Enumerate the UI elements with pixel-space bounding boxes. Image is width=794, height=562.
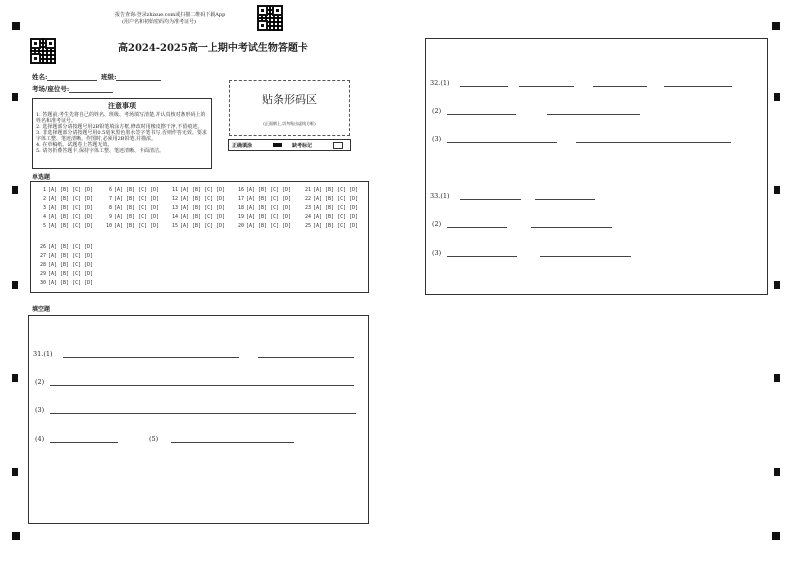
mc-question-number: 30 [39,280,46,286]
barcode-note: (正面朝上,切勿贴出虚线方框) [263,121,316,126]
mc-options[interactable]: [A] [B] [C] [D] [313,214,359,220]
mc-question-number: 27 [39,253,46,259]
timing-mark [12,374,18,382]
mc-options[interactable]: [A] [B] [C] [D] [48,205,94,211]
q32-3-label: (3) [432,135,442,143]
mc-options[interactable]: [A] [B] [C] [D] [180,196,226,202]
mc-options[interactable]: [A] [B] [C] [D] [48,271,94,277]
q31-5-label: (5) [149,435,159,443]
timing-mark [774,374,780,382]
timing-mark [12,468,18,476]
mc-options[interactable]: [A] [B] [C] [D] [48,244,94,250]
mc-question-row[interactable] [36,223,93,229]
seat-field[interactable] [32,84,113,93]
barcode-area [229,80,350,136]
mc-question-row[interactable] [102,214,159,220]
mc-question-number: 11 [171,187,178,193]
mc-options[interactable]: [A] [B] [C] [D] [114,187,160,193]
q31-4-answer-line[interactable] [50,442,118,443]
mc-question-number: 2 [42,196,46,202]
q32-2-label: (2) [432,107,442,115]
mc-question-number: 14 [171,214,178,220]
mc-question-number: 13 [171,205,178,211]
corner-mark-bottom-right [772,532,780,540]
timing-mark [12,281,18,289]
mc-options[interactable]: [A] [B] [C] [D] [114,196,160,202]
q33-1b-line[interactable] [535,199,595,200]
mc-options[interactable]: [A] [B] [C] [D] [246,205,292,211]
timing-mark [774,468,780,476]
mc-question-row[interactable] [168,196,225,202]
mc-question-row[interactable] [36,244,93,250]
class-field[interactable] [101,72,161,81]
mc-options[interactable]: [A] [B] [C] [D] [246,187,292,193]
mc-question-row[interactable] [301,214,358,220]
notes-box [32,98,212,169]
fill-section-title: 填空题 [32,306,51,313]
mc-options[interactable]: [A] [B] [C] [D] [180,187,226,193]
mc-question-number: 5 [42,223,46,229]
barcode-title: 贴条形码区 [262,93,317,106]
mc-question-row[interactable] [102,187,159,193]
correct-fill-label: 正确填涂 [232,143,253,149]
timing-mark [774,281,780,289]
correct-fill-sample [273,143,282,147]
seat-label: 考场/座位号: [32,85,70,93]
mc-question-row[interactable] [301,187,358,193]
mc-question-row[interactable] [36,253,93,259]
mc-question-number: 3 [42,205,46,211]
q31-2-label: (2) [35,378,45,386]
mc-question-row[interactable] [234,214,291,220]
mc-question-number: 24 [304,214,311,220]
notes-line-4: 4. 在草稿纸、试题卷上答题无效。 [36,142,113,148]
q31-1b-answer-line[interactable] [258,357,354,358]
mc-question-number: 17 [237,196,244,202]
mc-question-number: 10 [105,223,112,229]
notes-line-2: 2. 选择题部分请按题号用2B铅笔填涂方框,修改时用橡皮擦干净,不留痕迹。 [36,124,203,130]
q31-2-answer-line[interactable] [50,385,354,386]
notes-title: 注意事项 [108,101,136,110]
timing-mark [774,186,780,194]
q32-1c-line[interactable] [593,86,647,87]
mc-options[interactable]: [A] [B] [C] [D] [180,223,226,229]
mc-question-row[interactable] [36,262,93,268]
mc-options[interactable]: [A] [B] [C] [D] [180,214,226,220]
q33-3-label: (3) [432,249,442,257]
mc-question-number: 20 [237,223,244,229]
mc-question-number: 26 [39,244,46,250]
mc-question-number: 15 [171,223,178,229]
q33-2-label: (2) [432,220,442,228]
class-label: 班级: [101,73,117,81]
name-field[interactable] [32,72,97,81]
mc-question-number: 25 [304,223,311,229]
mc-question-row[interactable] [102,223,159,229]
mc-question-number: 1 [42,187,46,193]
mc-question-row[interactable] [36,187,93,193]
mc-question-number: 6 [108,187,112,193]
download-qr-code [257,5,283,31]
q32-1-label: 32.(1) [430,79,450,87]
corner-mark-bottom-left [12,532,20,540]
q32-3b-line[interactable] [576,142,731,143]
absent-mark-box[interactable] [333,142,343,149]
corner-mark-top-left [12,22,20,30]
mc-options[interactable]: [A] [B] [C] [D] [246,196,292,202]
mc-options[interactable]: [A] [B] [C] [D] [48,187,94,193]
q31-3-label: (3) [35,406,45,414]
mc-question-number: 12 [171,196,178,202]
mc-question-row[interactable] [36,205,93,211]
mc-section-title: 单选题 [32,174,51,181]
mc-options[interactable]: [A] [B] [C] [D] [246,223,292,229]
q33-2b-line[interactable] [531,227,612,228]
mc-question-row[interactable] [234,205,291,211]
mc-question-row[interactable] [301,223,358,229]
mc-question-number: 22 [304,196,311,202]
mc-question-number: 23 [304,205,311,211]
mc-question-number: 19 [237,214,244,220]
mc-options[interactable]: [A] [B] [C] [D] [114,223,160,229]
absent-mark-label: 缺考标记 [292,143,313,149]
mc-question-row[interactable] [102,196,159,202]
mc-options[interactable]: [A] [B] [C] [D] [313,196,359,202]
page-title: 高2024-2025高一上期中考试生物答题卡 [118,43,308,54]
mc-options[interactable]: [A] [B] [C] [D] [246,214,292,220]
notes-line-3: 3. 非选择题部分请按题号用0.5毫米黑色墨水签字笔书写,否则作答无效。要求字体工整、笔迹清晰。作图时,必须用2B铅笔,并描浓。 [36,130,207,142]
timing-mark [12,93,18,101]
timing-mark [12,186,18,194]
mc-question-row[interactable] [168,187,225,193]
q31-3-answer-line[interactable] [50,413,356,414]
mc-options[interactable]: [A] [B] [C] [D] [114,214,160,220]
exam-qr-code [30,38,56,64]
mc-options[interactable]: [A] [B] [C] [D] [48,196,94,202]
name-label: 姓名: [32,73,48,81]
mc-question-number: 29 [39,271,46,277]
mc-question-number: 18 [237,205,244,211]
q32-2b-line[interactable] [547,114,640,115]
mc-question-number: 9 [108,214,112,220]
q31-4-label: (4) [35,435,45,443]
mc-options[interactable]: [A] [B] [C] [D] [48,262,94,268]
timing-mark [774,93,780,101]
q33-2a-line[interactable] [447,227,507,228]
report-notice-line2: (用户名和初始密码均为准考证号) [122,19,196,25]
mc-question-row[interactable] [168,205,225,211]
report-notice-line1: 报告查询:登录zhixue.com或扫描二维码下载App [115,12,226,18]
q31-1-label: 31.(1) [33,350,53,358]
q32-1a-line[interactable] [460,86,508,87]
mc-question-row[interactable] [234,187,291,193]
q33-1-label: 33.(1) [430,192,450,200]
mc-question-number: 8 [108,205,112,211]
q32-1b-line[interactable] [519,86,574,87]
mc-question-row[interactable] [36,196,93,202]
mc-question-row[interactable] [36,280,93,286]
q32-2a-line[interactable] [447,114,516,115]
mc-question-row[interactable] [301,205,358,211]
q31-5-answer-line[interactable] [171,442,294,443]
q32-1d-line[interactable] [664,86,732,87]
mc-options[interactable]: [A] [B] [C] [D] [48,223,94,229]
mc-options[interactable]: [A] [B] [C] [D] [180,205,226,211]
q31-1-answer-line[interactable] [63,357,239,358]
mc-options[interactable]: [A] [B] [C] [D] [48,253,94,259]
mc-options[interactable]: [A] [B] [C] [D] [313,205,359,211]
mc-question-number: 16 [237,187,244,193]
mc-question-number: 7 [108,196,112,202]
q32-3a-line[interactable] [447,142,557,143]
q33-3a-line[interactable] [447,256,517,257]
mc-answer-box [30,181,369,293]
mc-question-row[interactable] [168,214,225,220]
mc-options[interactable]: [A] [B] [C] [D] [313,223,359,229]
mc-question-number: 21 [304,187,311,193]
mc-question-number: 4 [42,214,46,220]
fill-answer-box [28,315,369,524]
mc-question-row[interactable] [301,196,358,202]
mc-question-row[interactable] [234,223,291,229]
mc-options[interactable]: [A] [B] [C] [D] [313,187,359,193]
mc-question-row[interactable] [234,196,291,202]
mc-question-row[interactable] [36,271,93,277]
notes-line-1: 1. 答题前,考生先将自己的姓名、班级、考场填写清楚,并认真核对条形码上的姓名和准考证号。 [36,112,206,124]
mc-options[interactable]: [A] [B] [C] [D] [114,205,160,211]
fill-legend [228,139,351,151]
mc-options[interactable]: [A] [B] [C] [D] [48,280,94,286]
corner-mark-top-right [772,22,780,30]
mc-options[interactable]: [A] [B] [C] [D] [48,214,94,220]
mc-question-row[interactable] [168,223,225,229]
notes-line-5: 5. 请勿折叠答题卡,保持字体工整、笔迹清晰、卡面清洁。 [36,148,164,154]
mc-question-row[interactable] [102,205,159,211]
q33-3b-line[interactable] [540,256,631,257]
mc-question-row[interactable] [36,214,93,220]
right-answer-box [425,38,768,295]
mc-question-number: 28 [39,262,46,268]
q33-1a-line[interactable] [460,199,521,200]
